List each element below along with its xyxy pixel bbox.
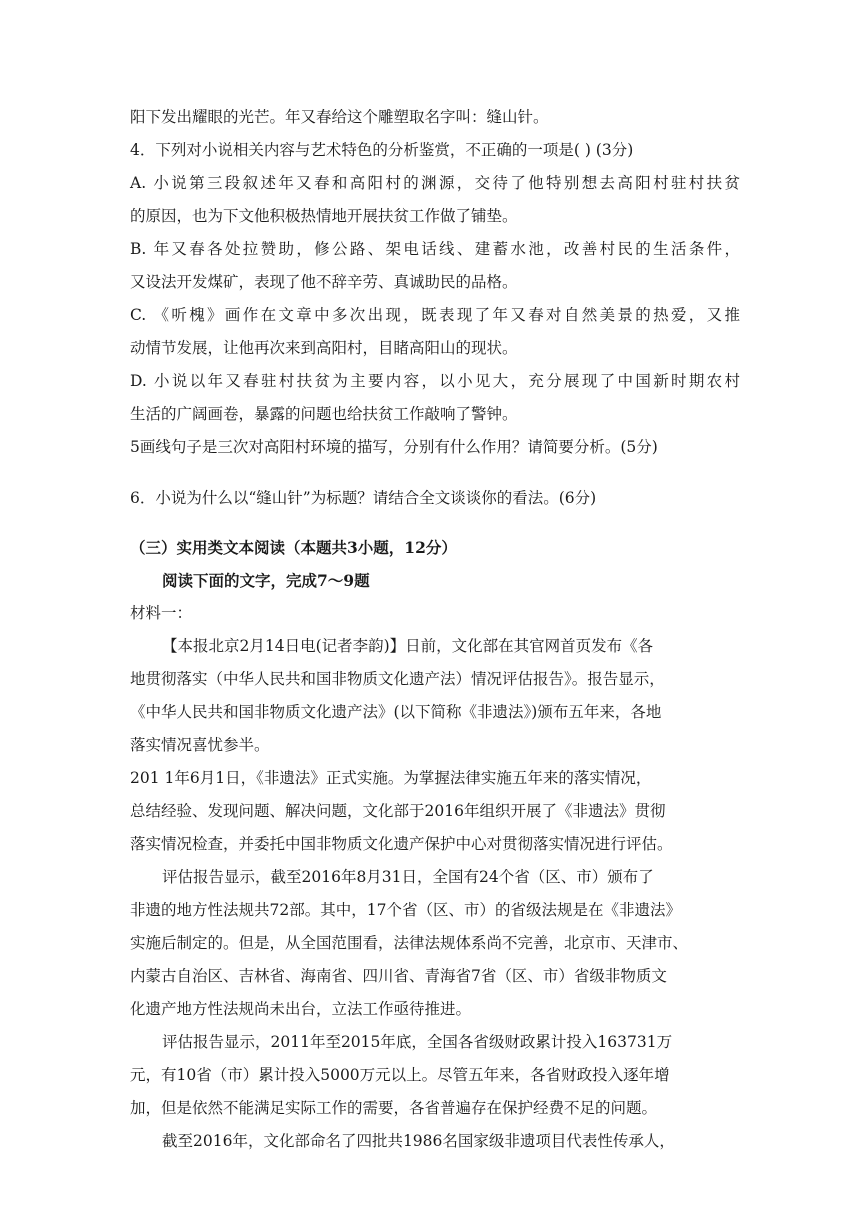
paragraph-line: 元，有10省（市）累计投入5000万元以上。尽管五年来，各省财政投入逐年增: [130, 1066, 670, 1084]
paragraph-line: 评估报告显示，截至2016年8月31日，全国有24个省（区、市）颁布了: [162, 868, 654, 886]
paragraph-line: 201 1年6月1日，《非遗法》正式实施。为掌握法律实施五年来的落实情况，: [130, 769, 652, 787]
paragraph-line: 实施后制定的。但是，从全国范围看，法律法规体系尚不完善，北京市、天津市、: [130, 934, 689, 952]
option-b-line-2: 又设法开发煤矿，表现了他不辞辛劳、真诚助民的品格。: [130, 273, 518, 291]
paragraph-line: 【本报北京2月14日电(记者李韵)】日前，文化部在其官网首页发布《各: [162, 637, 654, 655]
option-d-line-2: 生活的广阔画卷，暴露的问题也给扶贫工作敲响了警钟。: [130, 405, 518, 423]
question-6: 6．小说为什么以“缝山针”为标题？请结合全文谈谈你的看法。(6分): [130, 489, 597, 507]
paragraph-line: 化遗产地方性法规尚未出台，立法工作亟待推进。: [130, 1000, 472, 1018]
paragraph-line: 落实情况检查，并委托中国非物质文化遗产保护中心对贯彻落实情况进行评估。: [130, 835, 673, 853]
option-c-line-1: C. 《听槐》画作在文章中多次出现，既表现了年又春对自然美景的热爱，又推: [130, 306, 740, 324]
paragraph-line: 评估报告显示，2011年至2015年底，全国各省级财政累计投入163731万: [162, 1033, 673, 1051]
paragraph-line: 截至2016年，文化部命名了四批共1986名国家级非遗项目代表性传承人，: [162, 1132, 675, 1150]
option-b-line-1: B. 年又春各处拉赞助，修公路、架电话线、建蓄水池，改善村民的生活条件，: [130, 240, 740, 258]
paragraph-line: 《中华人民共和国非物质文化遗产法》(以下简称《非遗法》)颁布五年来，各地: [130, 703, 662, 721]
option-a-line-1: A. 小说第三段叙述年又春和高阳村的渊源，交待了他特别想去高阳村驻村扶贫: [130, 174, 740, 192]
option-d-line-1: D. 小说以年又春驻村扶贫为主要内容，以小见大，充分展现了中国新时期农村: [130, 372, 740, 390]
material-one-label: 材料一：: [130, 604, 193, 622]
paragraph-line: 非遗的地方性法规共72部。其中，17个省（区、市）的省级法规是在《非遗法》: [130, 901, 681, 919]
paragraph-line: 加，但是依然不能满足实际工作的需要，各省普遍存在保护经费不足的问题。: [130, 1099, 658, 1117]
paragraph-line: 内蒙古自治区、吉林省、海南省、四川省、青海省7省（区、市）省级非物质文: [130, 967, 667, 985]
question-5: 5画线句子是三次对高阳村环境的描写，分别有什么作用？请简要分析。(5分): [130, 438, 658, 456]
reading-instruction: 阅读下面的文字，完成7～9题: [162, 571, 370, 590]
option-a-line-2: 的原因，也为下文他积极热情地开展扶贫工作做了铺垫。: [130, 207, 518, 225]
option-c-line-2: 动情节发展，让他再次来到高阳村，目睹高阳山的现状。: [130, 339, 518, 357]
paragraph-line: 落实情况喜忧参半。: [130, 736, 270, 754]
paragraph-line: 总结经验、发现问题、解决问题，文化部于2016年组织开展了《非遗法》贯彻: [130, 802, 666, 820]
story-last-line: 阳下发出耀眼的光芒。年又春给这个雕塑取名字叫：缝山针。: [130, 108, 549, 126]
question-4: 4．下列对小说相关内容与艺术特色的分析鉴赏，不正确的一项是( ) (3分): [130, 141, 634, 159]
paragraph-line: 地贯彻落实（中华人民共和国非物质文化遗产法）情况评估报告》。报告显示，: [130, 670, 665, 688]
section-heading: （三）实用类文本阅读（本题共3小题，12分）: [130, 538, 457, 557]
